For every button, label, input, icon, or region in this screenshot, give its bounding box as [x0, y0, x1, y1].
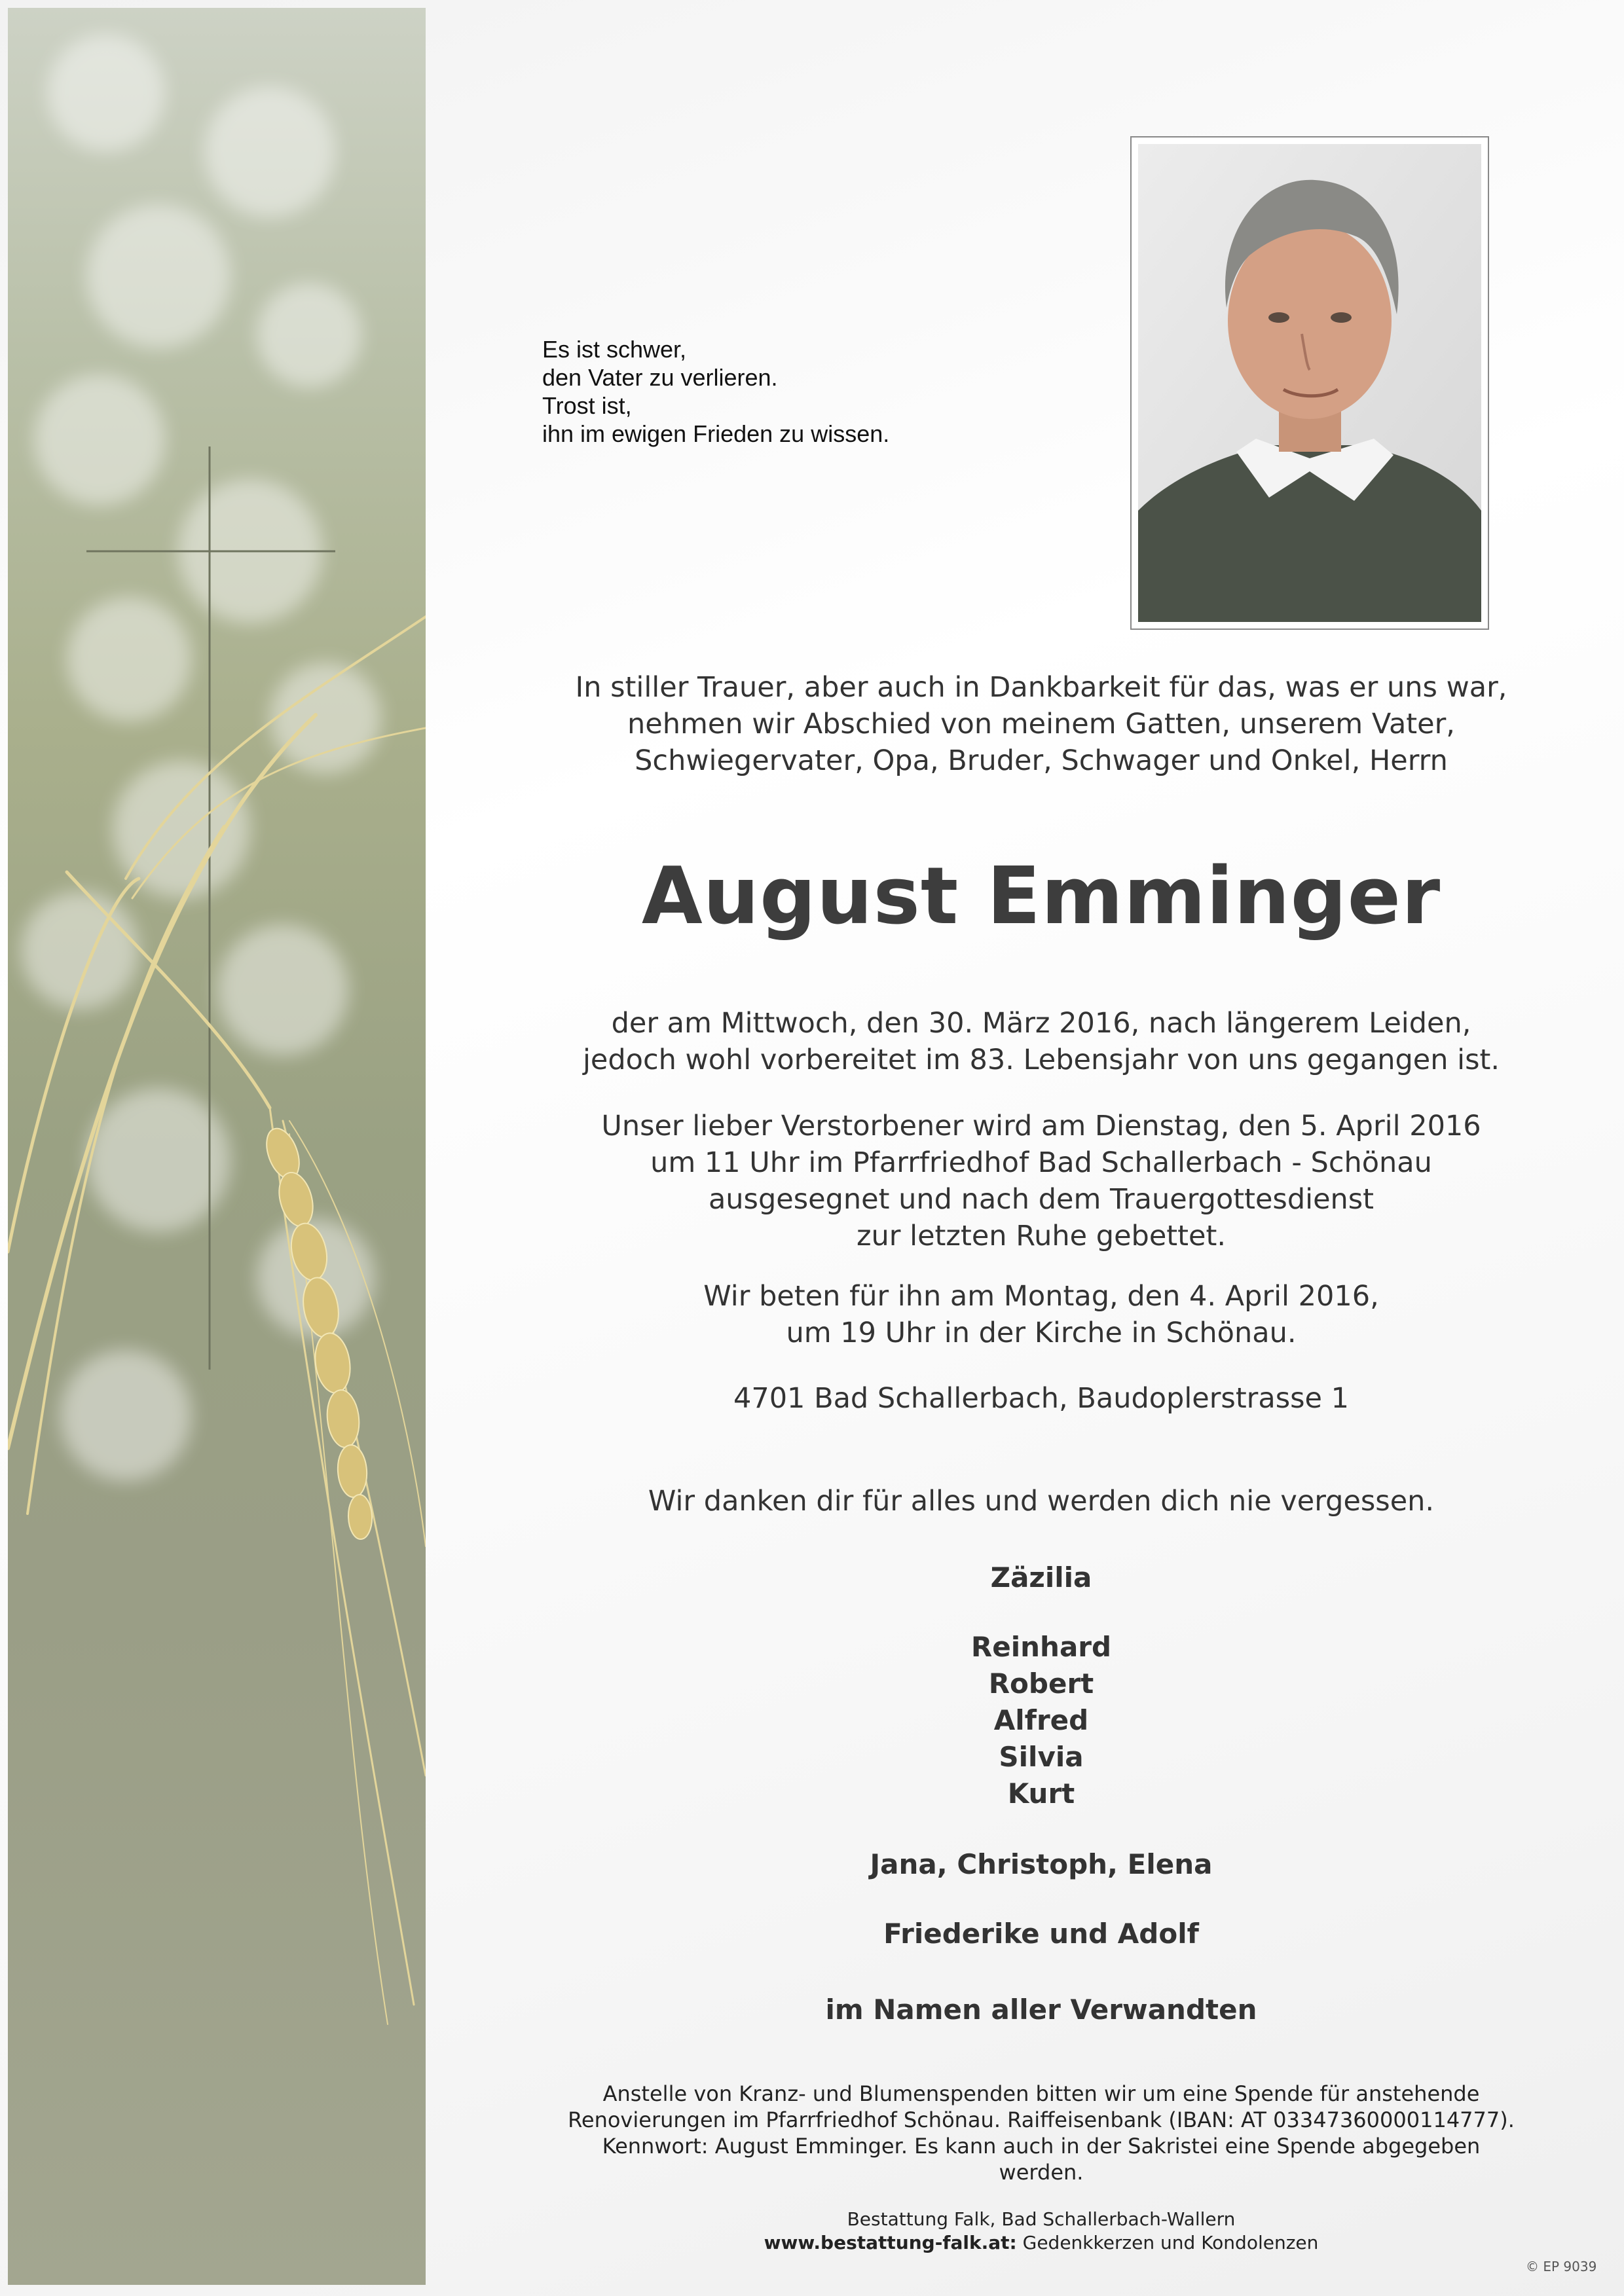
intro-line: In stiller Trauer, aber auch in Dankbarkeit für das, was er uns war,: [575, 671, 1507, 704]
family-children: [458, 1629, 1624, 1812]
child-name: Alfred: [993, 1704, 1089, 1736]
print-mark: © EP 9039: [1526, 2259, 1597, 2274]
death-line: der am Mittwoch, den 30. März 2016, nach längerem Leiden,: [611, 1007, 1471, 1040]
prayer-line: um 19 Uhr in der Kirche in Schönau.: [786, 1317, 1297, 1349]
undertaker-website-link[interactable]: www.bestattung-falk.at:: [764, 2232, 1017, 2253]
deceased-name: August Emminger: [641, 851, 1441, 942]
memorial-quote: [542, 335, 889, 448]
cross-and-wheat: [8, 8, 426, 2285]
wheat-ear: [261, 1124, 373, 1540]
child-name: Reinhard: [970, 1631, 1112, 1663]
family-grandchildren: Jana, Christoph, Elena: [870, 1848, 1213, 1880]
funeral-line: Unser lieber Verstorbener wird am Dienstag, den 5. April 2016: [601, 1110, 1481, 1142]
undertaker-info: [458, 2208, 1624, 2255]
intro-line: nehmen wir Abschied von meinem Gatten, unserem Vater,: [627, 708, 1455, 740]
quote-line: ihn im ewigen Frieden zu wissen.: [542, 420, 890, 447]
family-relatives: im Namen aller Verwandten: [825, 1994, 1257, 2026]
donation-note: [458, 2081, 1624, 2185]
donation-line: Kennwort: August Emminger. Es kann auch in der Sakristei eine Spende abgegeben: [602, 2134, 1481, 2159]
intro-paragraph: [458, 669, 1624, 779]
portrait-image: [1138, 144, 1481, 622]
undertaker-web-line: [458, 2231, 1624, 2255]
address: 4701 Bad Schallerbach, Baudoplerstrasse 1: [733, 1382, 1350, 1415]
portrait-photo: [1130, 136, 1489, 630]
death-line: jedoch wohl vorbereitet im 83. Lebensjahr von uns gegangen ist.: [582, 1044, 1500, 1076]
prayer-line: Wir beten für ihn am Montag, den 4. April 2016,: [703, 1280, 1379, 1313]
child-name: Kurt: [1007, 1777, 1075, 1810]
wheat-stalks: [8, 617, 426, 2024]
decorative-sidebar: [8, 8, 426, 2285]
donation-line: werden.: [999, 2160, 1084, 2185]
funeral-line: ausgesegnet und nach dem Trauergottesdienst: [708, 1183, 1375, 1216]
intro-line: Schwiegervater, Opa, Bruder, Schwager und Onkel, Herrn: [635, 744, 1448, 777]
quote-line: Trost ist,: [542, 392, 632, 419]
child-name: Silvia: [999, 1741, 1084, 1773]
family-spouse: Zäzilia: [990, 1561, 1092, 1594]
donation-line: Renovierungen im Pfarrfriedhof Schönau. Raiffeisenbank (IBAN: AT 03347360000114777).: [568, 2107, 1515, 2132]
thanks-line: Wir danken dir für alles und werden dich nie vergessen.: [648, 1485, 1435, 1518]
funeral-line: zur letzten Ruhe gebettet.: [856, 1220, 1227, 1252]
family-siblings: Friederike und Adolf: [883, 1918, 1199, 1950]
child-name: Robert: [988, 1667, 1094, 1700]
donation-line: Anstelle von Kranz- und Blumenspenden bitten wir um eine Spende für anstehende: [602, 2081, 1480, 2106]
quote-line: Es ist schwer,: [542, 336, 687, 363]
undertaker-name: Bestattung Falk, Bad Schallerbach-Wallern: [847, 2208, 1236, 2230]
quote-line: den Vater zu verlieren.: [542, 364, 778, 391]
funeral-line: um 11 Uhr im Pfarrfriedhof Bad Schallerbach - Schönau: [650, 1146, 1432, 1179]
death-paragraph: [458, 1005, 1624, 1078]
funeral-paragraph: [458, 1108, 1624, 1254]
prayer-paragraph: [458, 1278, 1624, 1351]
undertaker-web-suffix: Gedenkkerzen und Kondolenzen: [1016, 2232, 1319, 2253]
